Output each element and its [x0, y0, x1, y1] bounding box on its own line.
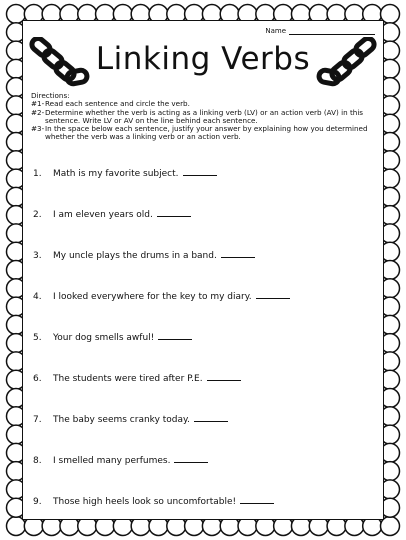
question-number: 7. — [33, 415, 42, 425]
answer-blank-line[interactable] — [158, 331, 192, 340]
direction-step-number: #2- — [31, 107, 45, 117]
direction-step-number: #3- — [31, 124, 45, 134]
name-label: Name — [265, 27, 286, 35]
direction-step — [31, 109, 377, 126]
answer-blank-line[interactable] — [194, 413, 228, 422]
question-item — [33, 495, 274, 507]
question-text: Your dog smells awful! — [53, 333, 155, 343]
question-number: 3. — [33, 251, 42, 261]
direction-step-text: In the space below each sentence, justify your answer by explaining how you determined whether the verb was a linking verb or an action verb. — [45, 124, 368, 142]
question-number: 2. — [33, 210, 42, 220]
question-item — [33, 454, 208, 466]
chain-right-icon — [315, 37, 377, 89]
question-item — [33, 290, 290, 302]
question-text: Math is my favorite subject. — [53, 169, 179, 179]
question-number: 4. — [33, 292, 42, 302]
name-field — [265, 27, 375, 35]
question-text: I am eleven years old. — [53, 210, 153, 220]
answer-blank-line[interactable] — [240, 495, 274, 504]
question-item — [33, 167, 217, 179]
question-item — [33, 372, 241, 384]
question-number: 1. — [33, 169, 42, 179]
question-number: 6. — [33, 374, 42, 384]
question-item — [33, 208, 191, 220]
direction-step-text: Read each sentence and circle the verb. — [45, 99, 190, 109]
question-text: I looked everywhere for the key to my diary. — [53, 292, 252, 302]
directions — [31, 92, 377, 142]
answer-blank-line[interactable] — [256, 290, 290, 299]
question-text: The baby seems cranky today. — [53, 415, 190, 425]
answer-blank-line[interactable] — [207, 372, 241, 381]
direction-step-text: Determine whether the verb is acting as a linking verb (LV) or an action verb (AV) in this sentence. Write LV or AV on the line behind each sentence. — [45, 107, 364, 125]
question-item — [33, 331, 192, 343]
question-text: I smelled many perfumes. — [53, 456, 171, 466]
question-number: 8. — [33, 456, 42, 466]
name-blank-line — [289, 27, 375, 35]
direction-step — [31, 125, 377, 142]
question-item — [33, 413, 228, 425]
question-number: 5. — [33, 333, 42, 343]
direction-step-number: #1- — [31, 99, 45, 109]
directions-heading: Directions: — [31, 91, 70, 100]
answer-blank-line[interactable] — [157, 208, 191, 217]
page-title: Linking Verbs — [95, 41, 311, 77]
question-item — [33, 249, 255, 261]
question-number: 9. — [33, 497, 42, 507]
question-text: Those high heels look so uncomfortable! — [53, 497, 237, 507]
answer-blank-line[interactable] — [221, 249, 255, 258]
answer-blank-line[interactable] — [183, 167, 217, 176]
question-text: My uncle plays the drums in a band. — [53, 251, 217, 261]
question-text: The students were tired after P.E. — [53, 374, 203, 384]
answer-blank-line[interactable] — [174, 454, 208, 463]
worksheet-sheet — [22, 20, 384, 520]
